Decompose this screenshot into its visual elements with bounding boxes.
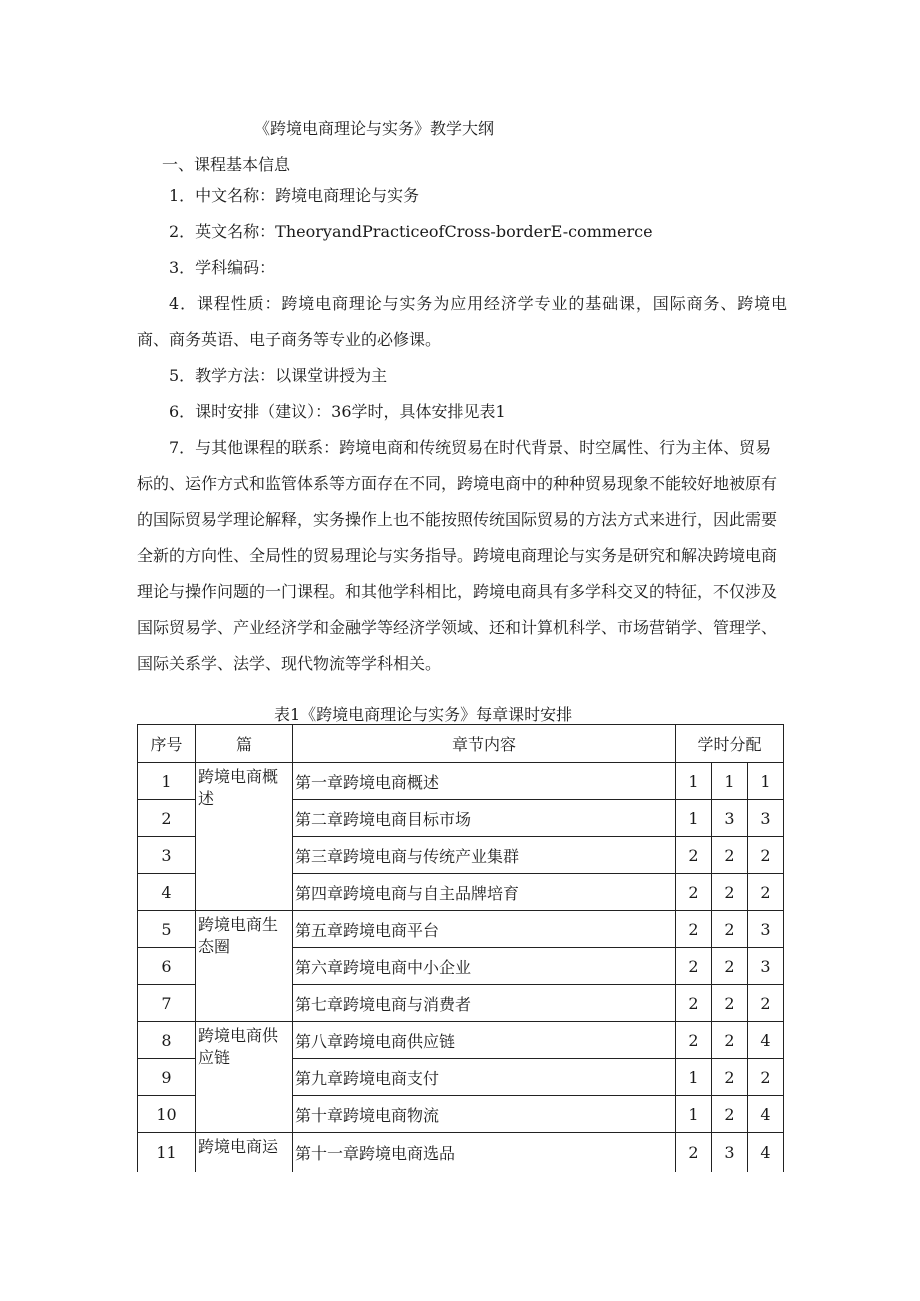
row-hours-2: 2 [712,911,748,948]
part-cell: 跨境电商供应链 [196,1022,293,1133]
section-heading: 一、课程基本信息 [162,155,291,174]
row-hours-3: 2 [748,1059,784,1096]
table-header-row [138,725,784,763]
row-hours-1: 2 [676,985,712,1022]
schedule-table [137,724,784,1172]
part-cell: 跨境电商运 [196,1133,293,1173]
row-no: 4 [138,874,196,911]
row-no: 9 [138,1059,196,1096]
header-chapter: 章节内容 [293,725,676,763]
row-chapter: 第六章跨境电商中小企业 [293,948,676,985]
row-no: 5 [138,911,196,948]
row-chapter: 第八章跨境电商供应链 [293,1022,676,1059]
row-hours-3: 2 [748,874,784,911]
table-caption: 表1《跨境电商理论与实务》每章课时安排 [274,705,573,724]
row-hours-3: 3 [748,948,784,985]
info-item-teaching-method: 5．教学方法：以课堂讲授为主 [169,366,388,385]
row-hours-1: 2 [676,1133,712,1173]
info-item-subject-code: 3．学科编码： [169,258,276,277]
row-no: 3 [138,837,196,874]
row-hours-1: 1 [676,1059,712,1096]
row-hours-3: 3 [748,911,784,948]
row-hours-3: 3 [748,800,784,837]
info-item-hours: 6．课时安排（建议）：36学时，具体安排见表1 [169,402,506,421]
row-chapter: 第五章跨境电商平台 [293,911,676,948]
row-hours-1: 2 [676,837,712,874]
row-no: 6 [138,948,196,985]
row-hours-1: 1 [676,763,712,800]
row-hours-3: 2 [748,837,784,874]
row-chapter: 第二章跨境电商目标市场 [293,800,676,837]
table-row [138,911,784,948]
row-hours-2: 3 [712,1133,748,1173]
row-hours-3: 2 [748,985,784,1022]
row-hours-2: 2 [712,837,748,874]
row-hours-3: 1 [748,763,784,800]
document-title: 《跨境电商理论与实务》教学大纲 [254,119,495,138]
row-chapter: 第一章跨境电商概述 [293,763,676,800]
row-hours-1: 2 [676,1022,712,1059]
table-row [138,1022,784,1059]
info-item-chinese-name: 1．中文名称：跨境电商理论与实务 [169,186,420,205]
row-chapter: 第七章跨境电商与消费者 [293,985,676,1022]
row-hours-1: 2 [676,948,712,985]
row-chapter: 第十章跨境电商物流 [293,1096,676,1133]
row-no: 10 [138,1096,196,1133]
header-part: 篇 [196,725,293,763]
row-chapter: 第十一章跨境电商选品 [293,1133,676,1173]
row-no: 1 [138,763,196,800]
row-hours-2: 1 [712,763,748,800]
course-info-list [137,178,787,682]
table-row [138,1133,784,1173]
row-hours-3: 4 [748,1022,784,1059]
row-hours-3: 4 [748,1133,784,1173]
info-item-course-nature: 4．课程性质：跨境电商理论与实务为应用经济学专业的基础课，国际商务、跨境电商、商务英语、电子商务等专业的必修课。 [137,294,787,349]
row-hours-2: 2 [712,1096,748,1133]
row-hours-1: 1 [676,1096,712,1133]
row-hours-1: 2 [676,874,712,911]
part-cell: 跨境电商概述 [196,763,293,911]
row-hours-1: 1 [676,800,712,837]
row-no: 11 [138,1133,196,1173]
row-hours-2: 2 [712,948,748,985]
row-chapter: 第三章跨境电商与传统产业集群 [293,837,676,874]
row-hours-2: 2 [712,985,748,1022]
row-no: 8 [138,1022,196,1059]
row-hours-2: 3 [712,800,748,837]
row-chapter: 第四章跨境电商与自主品牌培育 [293,874,676,911]
info-item-english-name: 2．英文名称：TheoryandPracticeofCross-borderE-commerce [169,222,653,241]
info-item-relations: 7．与其他课程的联系：跨境电商和传统贸易在时代背景、时空属性、行为主体、贸易标的、运作方式和监管体系等方面存在不同，跨境电商中的种种贸易现象不能较好地被原有的国际贸易学理论解释，实务操作上也不能按照传统国际贸易的方法方式来进行，因此需要全新的方向性、全局性的贸易理论与实务指导。跨境电商理论与实务是研究和解决跨境电商理论与操作问题的一门课程。和其他学科相比，跨境电商具有多学科交叉的特征，不仅涉及国际贸易学、产业经济学和金融学等经济学领域、还和计算机科学、市场营销学、管理学、国际关系学、法学、现代物流等学科相关。 [137,438,778,673]
row-chapter: 第九章跨境电商支付 [293,1059,676,1096]
row-hours-2: 2 [712,1022,748,1059]
row-no: 2 [138,800,196,837]
table-row [138,763,784,800]
part-cell: 跨境电商生态圈 [196,911,293,1022]
header-hours: 学时分配 [676,725,784,763]
row-no: 7 [138,985,196,1022]
row-hours-2: 2 [712,874,748,911]
header-no: 序号 [138,725,196,763]
row-hours-2: 2 [712,1059,748,1096]
row-hours-3: 4 [748,1096,784,1133]
row-hours-1: 2 [676,911,712,948]
